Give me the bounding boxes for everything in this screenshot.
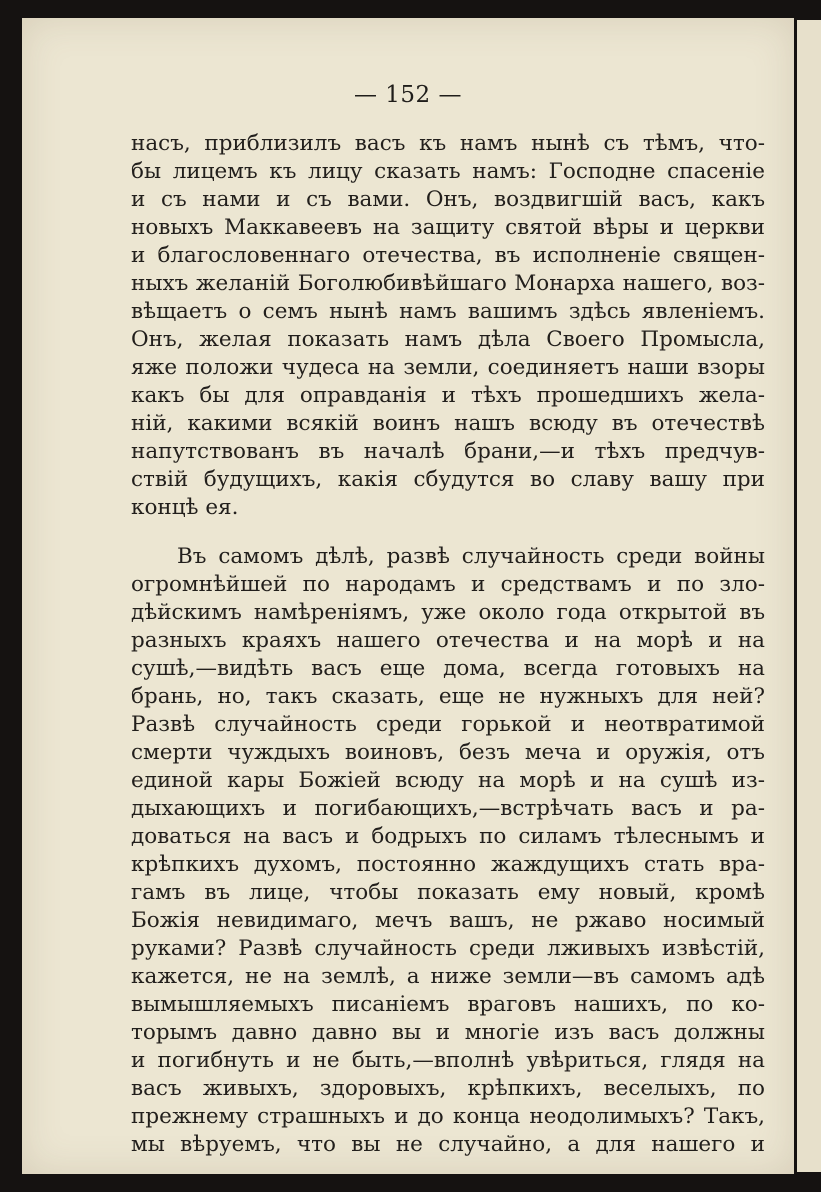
book-page bbox=[22, 18, 794, 1174]
text-line: вѣщаетъ о семъ нынѣ намъ вашимъ здѣсь явленіемъ. bbox=[131, 299, 765, 324]
text-line: дыхающихъ и погибающихъ,—встрѣчать васъ и ра- bbox=[131, 796, 765, 821]
text-line: новыхъ Маккавеевъ на защиту святой вѣры и церкви bbox=[131, 215, 765, 240]
text-line: какъ бы для оправданія и тѣхъ прошедшихъ жела- bbox=[131, 383, 765, 408]
text-line: Онъ, желая показать намъ дѣла Своего Промысла, bbox=[131, 327, 765, 352]
text-line: бы лицемъ къ лицу сказать намъ: Господне спасеніе bbox=[131, 159, 765, 184]
text-line: прежнему страшныхъ и до конца неодолимыхъ? Такъ, bbox=[131, 1104, 765, 1129]
text-line: напутствованъ въ началѣ брани,—и тѣхъ предчув- bbox=[131, 439, 765, 464]
paragraph-1 bbox=[131, 130, 765, 522]
text-line: торымъ давно давно вы и многіе изъ васъ должны bbox=[131, 1020, 765, 1045]
text-line: Развѣ случайность среди горькой и неотвратимой bbox=[131, 712, 765, 737]
text-line: и съ нами и съ вами. Онъ, воздвигшій васъ, какъ bbox=[131, 187, 765, 212]
paragraph-gap bbox=[131, 522, 765, 543]
text-line: сушѣ,—видѣть васъ еще дома, всегда готовыхъ на bbox=[131, 656, 765, 681]
text-line: разныхъ краяхъ нашего отечества и на морѣ и на bbox=[131, 628, 765, 653]
text-line: и погибнуть и не быть,—вполнѣ увѣриться, глядя на bbox=[131, 1048, 765, 1073]
text-line: ствій будущихъ, какія сбудутся во славу вашу при bbox=[131, 467, 765, 492]
text-line: Божія невидимаго, мечъ вашъ, не ржаво носимый bbox=[131, 908, 765, 933]
text-line: насъ, приблизилъ васъ къ намъ нынѣ съ тѣмъ, что- bbox=[131, 131, 765, 156]
text-line: кажется, не на землѣ, а ниже земли—въ самомъ адѣ bbox=[131, 964, 765, 989]
text-line: смерти чуждыхъ воиновъ, безъ меча и оружія, отъ bbox=[131, 740, 765, 765]
text-line: брань, но, такъ сказать, еще не нужныхъ для ней? bbox=[131, 684, 765, 709]
paragraph-2 bbox=[131, 543, 765, 1159]
text-line: и благословеннаго отечества, въ исполненіе священ- bbox=[131, 243, 765, 268]
text-line: руками? Развѣ случайность среди лживыхъ извѣстій, bbox=[131, 936, 765, 961]
text-line: гамъ въ лице, чтобы показать ему новый, кромѣ bbox=[131, 880, 765, 905]
text-line: концѣ ея. bbox=[131, 495, 239, 520]
text-line: Въ самомъ дѣлѣ, развѣ случайность среди войны bbox=[177, 544, 765, 569]
text-line: ныхъ желаній Боголюбивѣйшаго Монарха нашего, воз- bbox=[131, 271, 765, 296]
text-line: вымышляемыхъ писаніемъ враговъ нашихъ, по ко- bbox=[131, 992, 765, 1017]
page-number: — 152 — bbox=[353, 82, 463, 108]
text-line: яже положи чудеса на земли, соединяетъ наши взоры bbox=[131, 355, 765, 380]
text-line: единой кары Божіей всюду на морѣ и на сушѣ из- bbox=[131, 768, 765, 793]
text-line: дѣйскимъ намѣреніямъ, уже около года открытой въ bbox=[131, 600, 765, 625]
text-line: мы вѣруемъ, что вы не случайно, а для нашего и bbox=[131, 1132, 765, 1157]
adjacent-page-edge bbox=[797, 20, 821, 1172]
text-line: доваться на васъ и бодрыхъ по силамъ тѣлеснымъ и bbox=[131, 824, 765, 849]
text-line: васъ живыхъ, здоровыхъ, крѣпкихъ, веселыхъ, по bbox=[131, 1076, 765, 1101]
text-line: ній, какими всякій воинъ нашъ всюду въ отечествѣ bbox=[131, 411, 765, 436]
text-line: крѣпкихъ духомъ, постоянно жаждущихъ стать вра- bbox=[131, 852, 765, 877]
body-text bbox=[131, 130, 765, 1159]
text-line: огромнѣйшей по народамъ и средствамъ и по зло- bbox=[131, 572, 765, 597]
